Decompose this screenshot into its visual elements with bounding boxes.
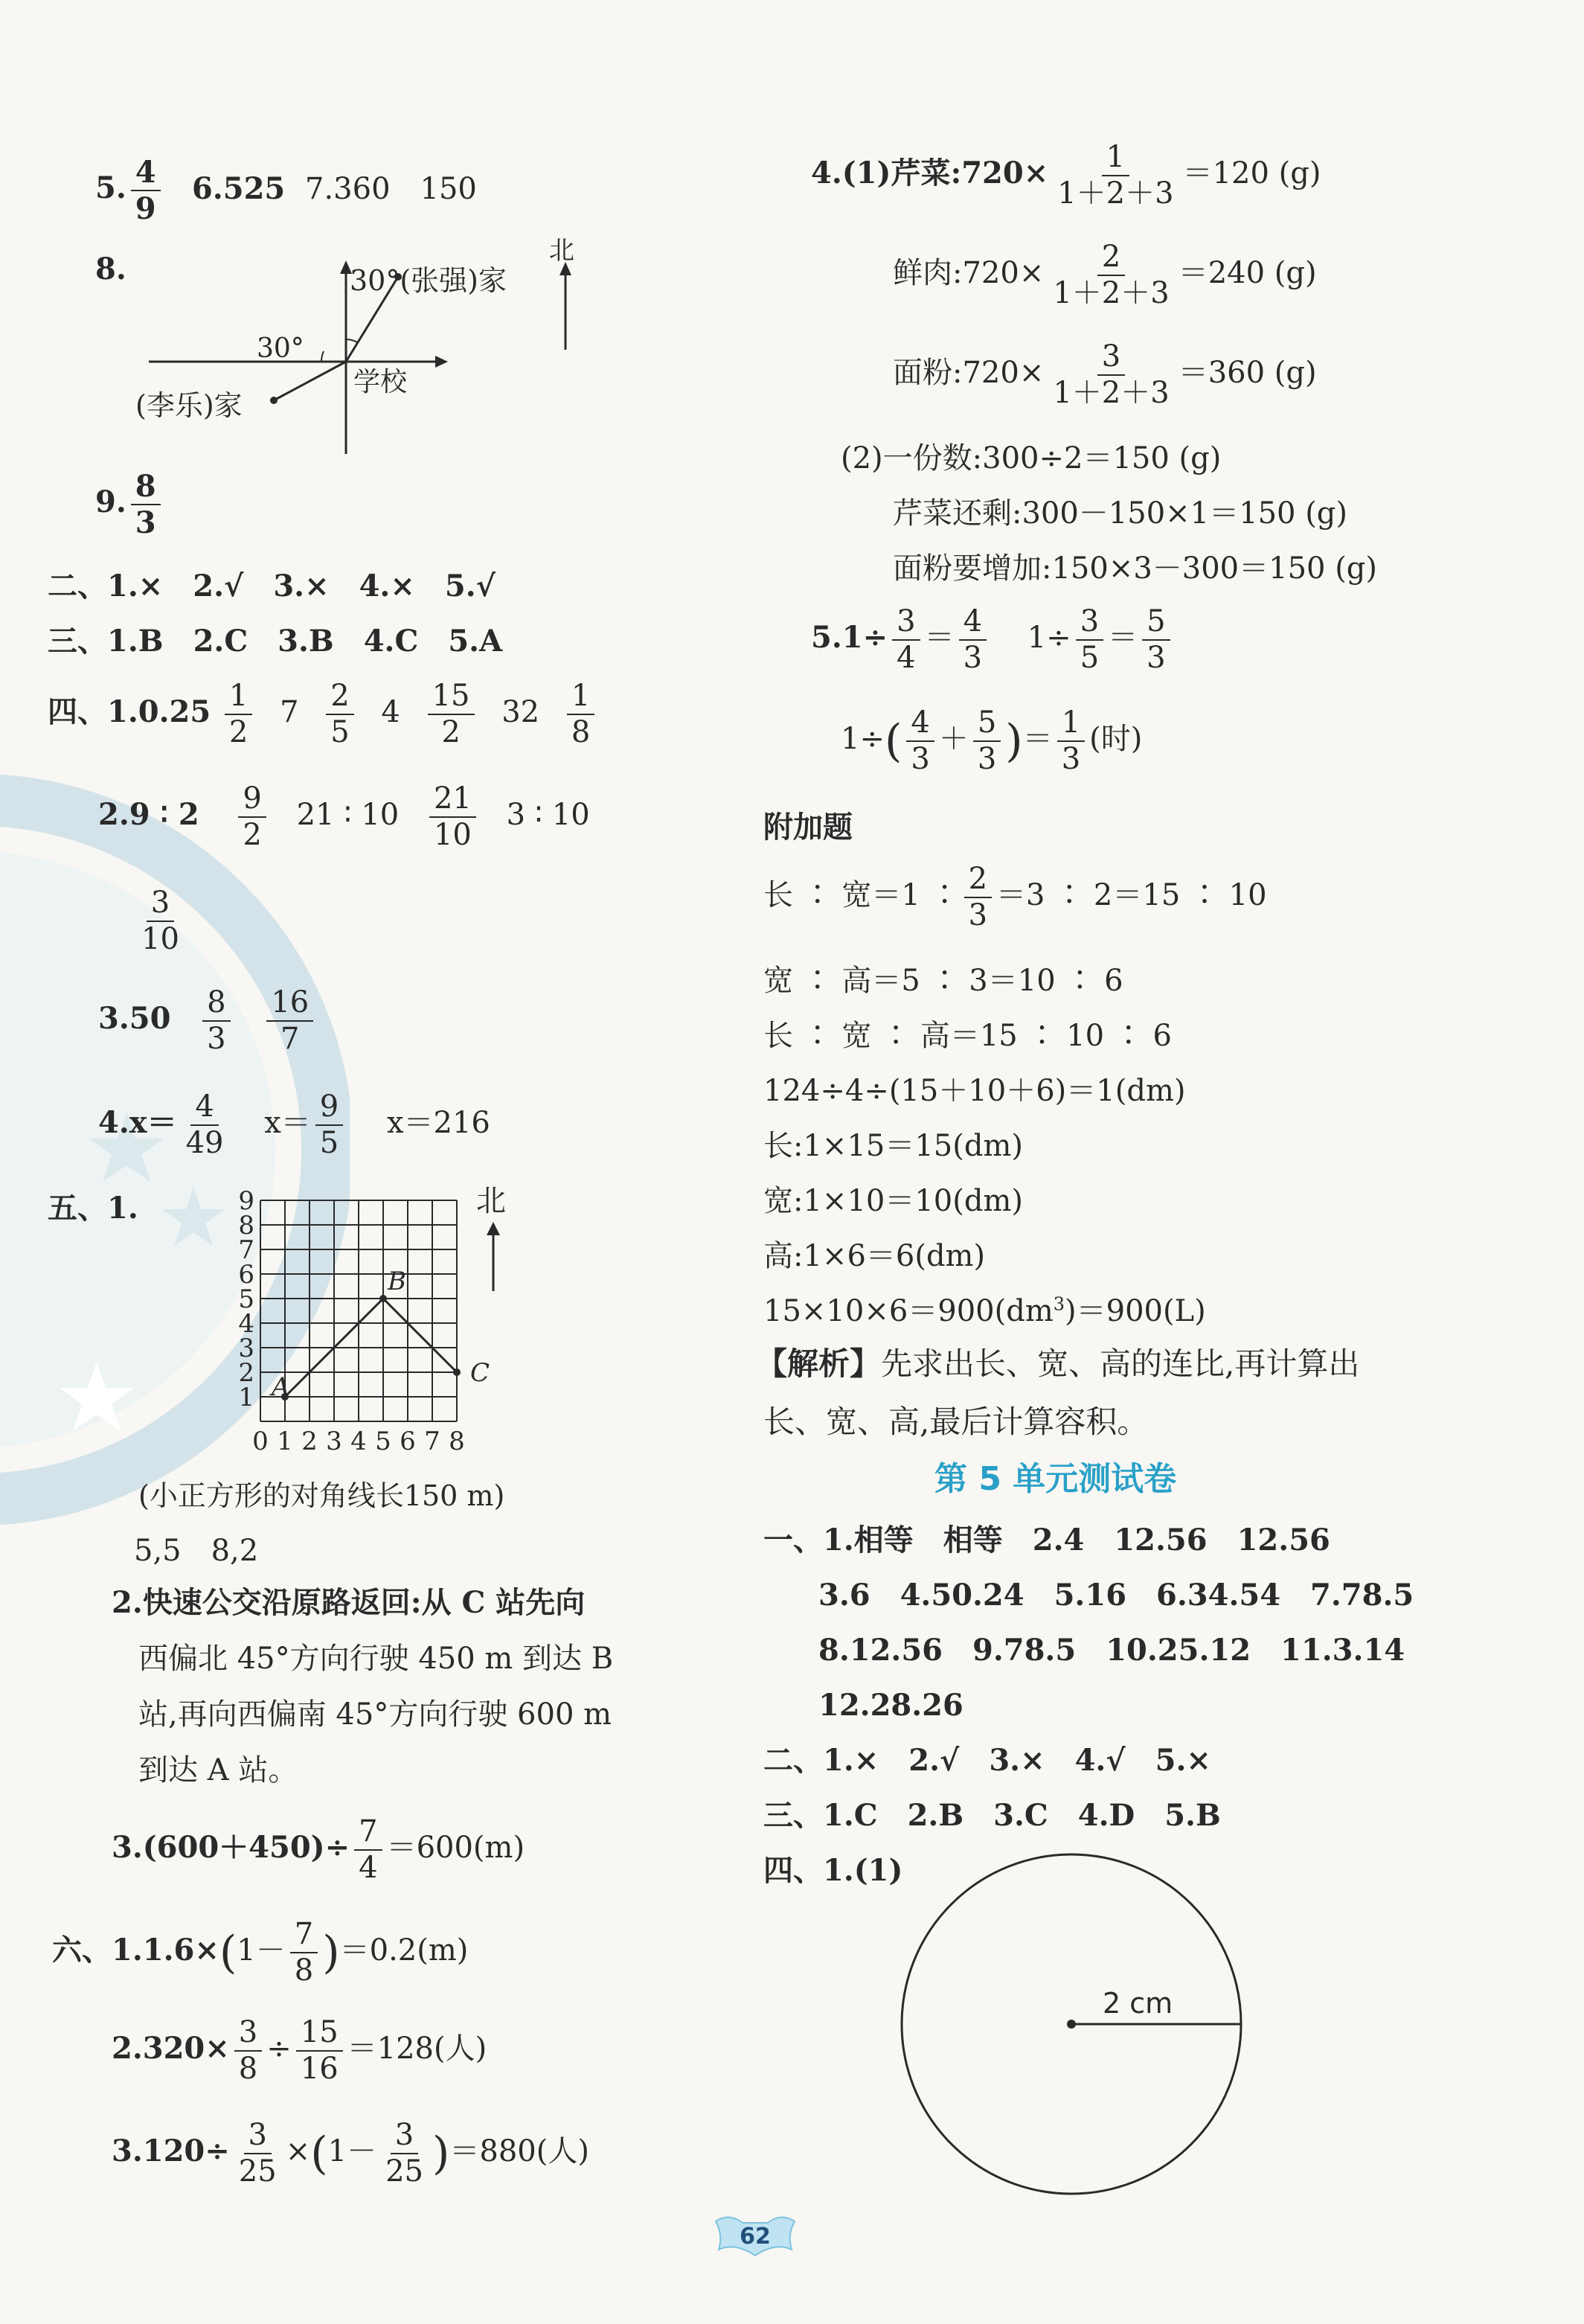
route-point xyxy=(379,1295,387,1302)
section-5-q3: 3.(600＋450)÷ $\frac{7}{4}$ ＝600(m) xyxy=(112,1814,525,1886)
extra-calc-width: 宽:1×10＝10(dm) xyxy=(763,1184,1023,1218)
q5-ratios: 5.1÷ $\frac{3}{4}$ ＝ $\frac{4}{3}$ 1÷ $\frac{3}{5}$ ＝ $\frac{5}{3}$ xyxy=(811,606,1175,674)
section-6-q1: 六、1.1.6×(1－ $\frac{7}{8}$ )＝0.2(m) xyxy=(52,1917,469,1988)
x-tick-label: 3 xyxy=(326,1427,342,1456)
my-home-label: (李乐)家 xyxy=(135,389,243,422)
section-2-answers: 二、1.× 2.√ 3.× 4.× 5.√ xyxy=(48,569,496,604)
section-5-q2-line2: 西偏北 45°方向行驶 450 m 到达 B xyxy=(138,1642,614,1676)
y-tick-label: 9 xyxy=(238,1186,254,1216)
arrow-icon xyxy=(435,356,448,368)
unit-section-1-line1: 一、1.相等 相等 2.4 12.56 12.56 xyxy=(763,1523,1330,1558)
y-tick-label: 6 xyxy=(238,1260,254,1290)
extra-calc-1: 124÷4÷(15＋10＋6)＝1(dm) xyxy=(763,1074,1186,1108)
extra-calc-volume: $15\times 10\times 6=900(dm^3)=900(L)$ xyxy=(763,1293,1206,1328)
grid-note: (小正方形的对角线长150 m) xyxy=(138,1479,505,1512)
section-3-answers: 三、1.B 2.C 3.B 4.C 5.A xyxy=(48,624,503,659)
answer-8: 8. xyxy=(95,252,126,287)
x-tick-label: 7 xyxy=(424,1427,440,1456)
answer-7: 7.360 150 xyxy=(305,172,477,206)
analysis-line-1: 【解析】先求出长、宽、高的连比,再计算出 xyxy=(756,1345,1360,1382)
section-4-q2: 2.9 ∶ 2 $\frac{9}{2}$ 21 ∶ 10 $\frac{21}{10}$ 3 ∶ 10 xyxy=(98,781,590,853)
answer-5: 5. $\frac{4}{9}$ xyxy=(95,156,165,225)
q4-flour: 面粉:720× $\frac{3}{1+2+3}$ ＝360 (g) xyxy=(893,339,1317,411)
point-label-C: C xyxy=(470,1358,490,1388)
path-to-home xyxy=(274,362,346,400)
point-label-B: B xyxy=(388,1267,406,1296)
section-6-q3: 3.120÷ $\frac{3}{25}$ ×(1－ $\frac{3}{25}$ )＝880(人) xyxy=(112,2118,589,2189)
y-tick-label: 7 xyxy=(238,1235,254,1265)
north-label: 北 xyxy=(549,238,574,266)
friend-home-label: 30°(张强)家 xyxy=(350,264,507,297)
extra-calc-height: 高:1×6＝6(dm) xyxy=(763,1239,986,1273)
unit-section-1-line4: 12.28.26 xyxy=(818,1688,963,1723)
answer-9: 9. $\frac{8}{3}$ xyxy=(95,470,165,539)
section-5-q2-line1: 2.快速公交沿原路返回:从 C 站先向 xyxy=(112,1585,586,1620)
section-4-q4: 4.x＝ $\frac{4}{49}$ x＝ $\frac{9}{5}$ x＝216 xyxy=(98,1089,490,1161)
point-label-A: A xyxy=(272,1372,290,1402)
grid-north-label: 北 xyxy=(476,1184,506,1218)
section-4-q3: 3.50 $\frac{8}{3}$ $\frac{16}{7}$ xyxy=(98,987,318,1055)
section-6-q2: 2.320× $\frac{3}{8}$ ÷ $\frac{15}{16}$ ＝128(人) xyxy=(112,2015,487,2087)
q4-celery: 4.(1)芹菜:720× $\frac{1}{1+2+3}$ ＝120 (g) xyxy=(811,140,1321,211)
q4-meat: 鲜肉:720× $\frac{2}{1+2+3}$ ＝240 (g) xyxy=(893,240,1317,311)
radius-label: 2 cm xyxy=(1103,1987,1173,2020)
x-tick-label: 1 xyxy=(277,1427,293,1456)
fraction: $\frac{4}{9}$ xyxy=(131,156,161,225)
coordinates-answer: 5,5 8,2 xyxy=(134,1534,259,1568)
answer-6: 6.525 xyxy=(192,171,286,206)
circle-diagram xyxy=(893,1846,1265,2203)
x-tick-label: 0 xyxy=(252,1427,269,1456)
page-number: 62 xyxy=(740,2224,771,2250)
y-tick-label: 5 xyxy=(238,1284,254,1314)
extra-ratio-1: 长 ∶ 宽＝1 ∶ $\frac{2}{3}$ ＝3 ∶ 2＝15 ∶ 10 xyxy=(763,862,1267,933)
y-tick-label: 4 xyxy=(238,1309,254,1339)
page-number-badge xyxy=(707,2206,804,2266)
q4-part2: (2)一份数:300÷2＝150 (g) xyxy=(841,441,1222,476)
x-tick-label: 5 xyxy=(375,1427,391,1456)
section-5-q2-line3: 站,再向西偏南 45°方向行驶 600 m xyxy=(138,1697,612,1732)
extra-question-title: 附加题 xyxy=(763,810,853,845)
unit-section-1-line3: 8.12.56 9.78.5 10.25.12 11.3.14 xyxy=(818,1633,1405,1668)
unit-section-2: 二、1.× 2.√ 3.× 4.√ 5.× xyxy=(763,1743,1211,1778)
x-tick-label: 4 xyxy=(350,1427,367,1456)
section-4-q1: 四、1.0.25 $\frac{1}{2}$ 7 $\frac{2}{5}$ 4 $\frac{15}{2}$ 32 $\frac{1}{8}$ xyxy=(48,680,599,749)
unit-test-title: 第 5 单元测试卷 xyxy=(934,1460,1177,1498)
extra-ratio-3: 长 ∶ 宽 ∶ 高＝15 ∶ 10 ∶ 6 xyxy=(763,1019,1172,1053)
section-4-q2-tail: $\frac{3}{10}$ xyxy=(141,886,179,957)
unit-section-4: 四、1.(1) xyxy=(763,1853,903,1888)
center-point xyxy=(1067,2020,1076,2029)
extra-ratio-2: 宽 ∶ 高＝5 ∶ 3＝10 ∶ 6 xyxy=(763,964,1123,998)
school-label: 学校 xyxy=(353,367,408,397)
extra-calc-length: 长:1×15＝15(dm) xyxy=(763,1129,1023,1163)
home-point xyxy=(270,397,278,404)
y-tick-label: 1 xyxy=(238,1383,254,1412)
unit-section-1-line2: 3.6 4.50.24 5.16 6.34.54 7.78.5 xyxy=(818,1578,1414,1613)
x-tick-label: 8 xyxy=(449,1427,465,1456)
section-5-q1: 五、1. xyxy=(48,1191,138,1226)
unit-section-3: 三、1.C 2.B 3.C 4.D 5.B xyxy=(763,1798,1221,1833)
y-tick-label: 2 xyxy=(238,1358,254,1388)
fraction: $\frac{8}{3}$ xyxy=(131,470,161,539)
angle-label: 30° xyxy=(257,333,304,364)
analysis-line-2: 长、宽、高,最后计算容积。 xyxy=(763,1403,1149,1440)
q5-time: 1÷( $\frac{4}{3}$ ＋ $\frac{5}{3}$ )＝ $\frac{1}{3}$ (时) xyxy=(841,705,1143,777)
direction-map xyxy=(126,238,610,461)
q4-flour-add: 面粉要增加:150×3－300＝150 (g) xyxy=(893,551,1378,586)
y-tick-label: 3 xyxy=(238,1334,254,1363)
route-point xyxy=(453,1369,461,1376)
x-tick-label: 2 xyxy=(301,1427,318,1456)
north-arrow-icon xyxy=(482,1220,504,1295)
section-5-q2-line4: 到达 A 站。 xyxy=(138,1753,298,1787)
q4-celery-left: 芹菜还剩:300－150×1＝150 (g) xyxy=(893,496,1348,531)
y-tick-label: 8 xyxy=(238,1211,254,1241)
x-tick-label: 6 xyxy=(400,1427,416,1456)
